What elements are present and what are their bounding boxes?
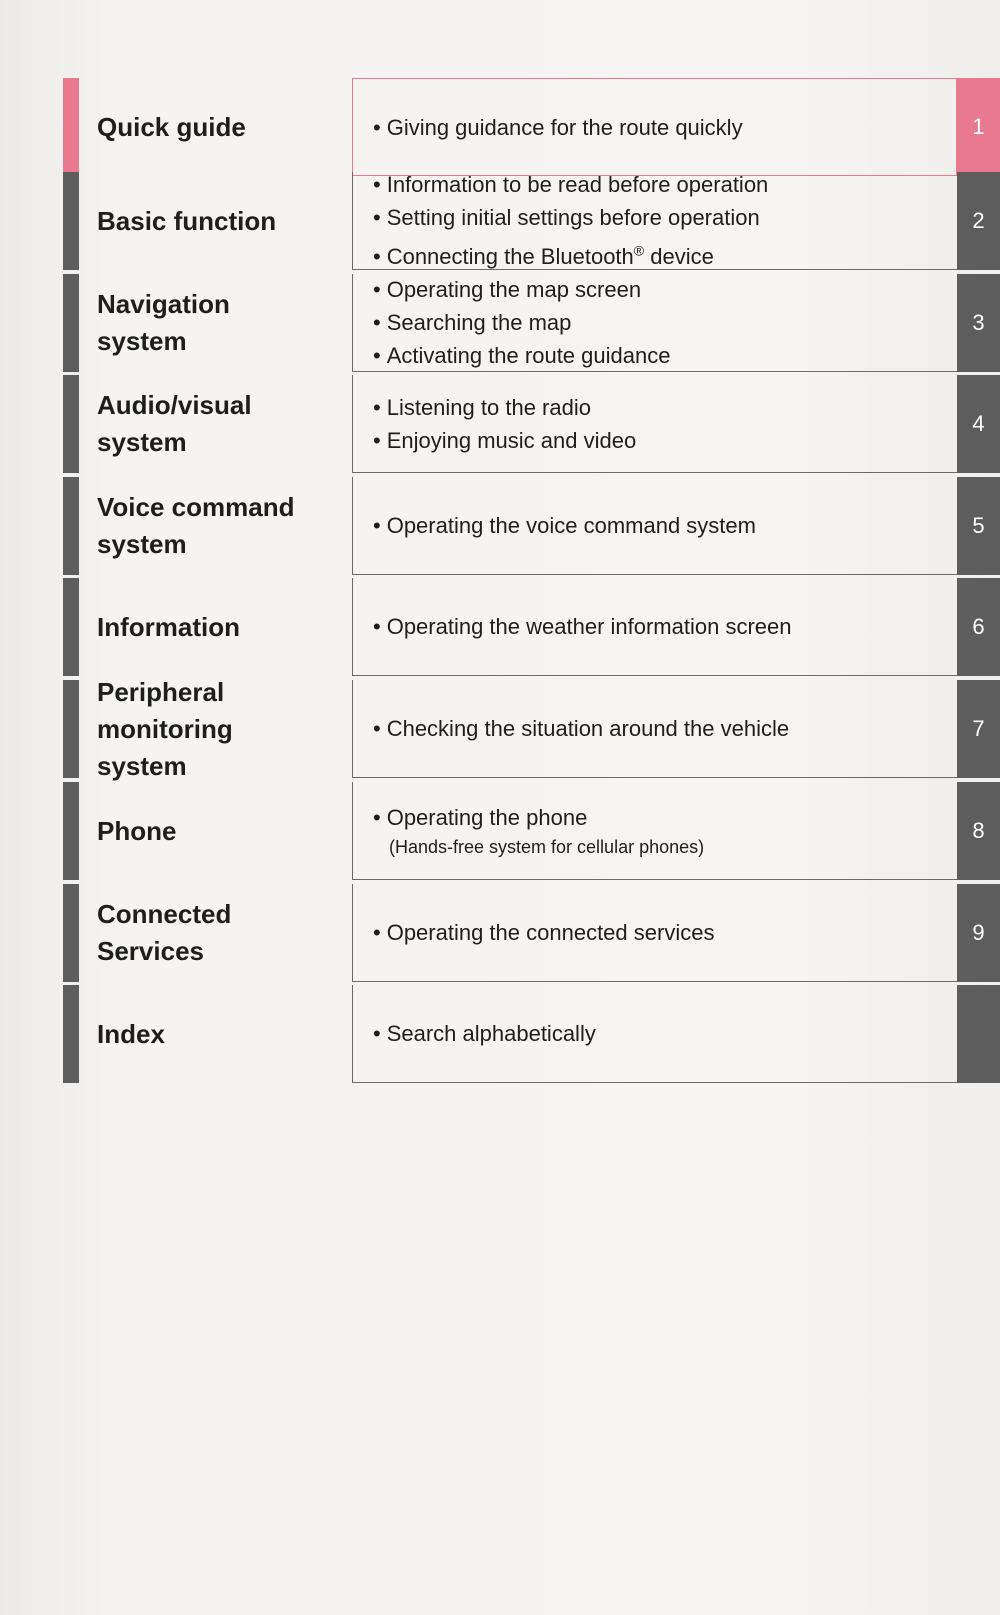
- section-item: [373, 424, 957, 457]
- section-item-text: Checking the situation around the vehicle: [386, 716, 790, 741]
- section-marker-bar: [63, 274, 79, 372]
- bullet-icon: •: [373, 920, 381, 945]
- section-item-text: Activating the route guidance: [386, 343, 671, 368]
- section-marker-bar: [63, 884, 79, 982]
- bullet-icon: •: [373, 1021, 381, 1046]
- section-row[interactable]: [0, 884, 1000, 982]
- section-marker-bar: [63, 477, 79, 575]
- section-marker-bar: [63, 78, 79, 176]
- section-title[interactable]: Basic function: [97, 205, 277, 236]
- section-contents: [352, 477, 957, 575]
- section-item-note: (Hands-free system for cellular phones): [389, 837, 705, 857]
- bullet-icon: •: [373, 310, 381, 335]
- section-number-tab[interactable]: 6: [957, 578, 1000, 676]
- section-number-tab[interactable]: 8: [957, 782, 1000, 880]
- section-item: [373, 201, 957, 234]
- section-contents: [352, 172, 957, 270]
- section-contents: [352, 274, 957, 372]
- bullet-icon: •: [373, 172, 381, 198]
- section-title[interactable]: Peripheral monitoring system: [97, 676, 233, 781]
- section-marker-bar: [63, 680, 79, 778]
- section-contents: [352, 985, 957, 1083]
- bullet-icon: •: [373, 614, 381, 639]
- section-contents: [352, 680, 957, 778]
- section-contents: [352, 782, 957, 880]
- section-title[interactable]: Connected Services: [97, 899, 232, 966]
- section-item: [373, 111, 956, 144]
- section-item-text: Operating the weather information screen: [386, 614, 792, 639]
- section-title[interactable]: Navigation system: [97, 289, 230, 356]
- section-title[interactable]: Voice command system: [97, 492, 295, 559]
- section-row[interactable]: [0, 477, 1000, 575]
- section-row[interactable]: [0, 172, 1000, 270]
- section-item-text: Operating the voice command system: [386, 513, 756, 538]
- section-item: [373, 168, 957, 201]
- section-marker-bar: [63, 782, 79, 880]
- section-item-text: Searching the map: [386, 310, 572, 335]
- section-item: [373, 1017, 957, 1050]
- section-item-text: Search alphabetically: [386, 1021, 596, 1046]
- bullet-icon: •: [373, 716, 381, 741]
- section-item: [373, 801, 957, 834]
- section-item: [373, 234, 957, 272]
- bullet-icon: •: [373, 427, 381, 453]
- section-item: [373, 339, 957, 372]
- section-item-text: Information to be read before operation: [386, 172, 769, 198]
- section-contents: [352, 884, 957, 982]
- section-contents: [352, 78, 957, 176]
- section-number-tab[interactable]: 2: [957, 172, 1000, 270]
- section-item-text: Giving guidance for the route quickly: [386, 114, 743, 140]
- section-item: [373, 509, 957, 542]
- section-item-text: Connecting the Bluetooth® device: [386, 242, 714, 269]
- section-item-text: Enjoying music and video: [386, 427, 637, 453]
- section-marker-bar: [63, 985, 79, 1083]
- bullet-icon: •: [373, 343, 381, 368]
- section-marker-bar: [63, 578, 79, 676]
- section-row[interactable]: [0, 578, 1000, 676]
- section-marker-bar: [63, 172, 79, 270]
- section-title[interactable]: Quick guide: [97, 111, 246, 142]
- section-contents: [352, 375, 957, 473]
- section-item: [373, 273, 957, 306]
- section-contents: [352, 578, 957, 676]
- section-row[interactable]: [0, 676, 1000, 781]
- section-row[interactable]: [0, 782, 1000, 880]
- bullet-icon: •: [373, 243, 381, 269]
- section-row[interactable]: [0, 78, 1000, 176]
- bullet-icon: •: [373, 277, 381, 302]
- section-title[interactable]: Audio/visual system: [97, 390, 252, 457]
- bullet-icon: •: [373, 205, 381, 231]
- section-item: [373, 916, 957, 949]
- section-item-text: Listening to the radio: [386, 394, 591, 420]
- section-number-tab[interactable]: [957, 985, 1000, 1083]
- section-item-text: Operating the map screen: [386, 277, 642, 302]
- section-number-tab[interactable]: 3: [957, 274, 1000, 372]
- section-row[interactable]: [0, 274, 1000, 372]
- section-number-tab[interactable]: 4: [957, 375, 1000, 473]
- section-title[interactable]: Information: [97, 611, 240, 642]
- section-item: [373, 306, 957, 339]
- section-number-tab[interactable]: 1: [957, 78, 1000, 176]
- section-title[interactable]: Phone: [97, 815, 177, 846]
- bullet-icon: •: [373, 394, 381, 420]
- section-number-tab[interactable]: 7: [957, 680, 1000, 778]
- section-item: [373, 712, 957, 745]
- section-item-text: Operating the connected services: [386, 920, 715, 945]
- section-marker-bar: [63, 375, 79, 473]
- section-item: [373, 391, 957, 424]
- section-title[interactable]: Index: [97, 1018, 165, 1049]
- bullet-icon: •: [373, 805, 381, 830]
- section-item-text: Operating the phone: [386, 805, 588, 830]
- section-item-text: Setting initial settings before operation: [386, 205, 760, 231]
- bullet-icon: •: [373, 114, 381, 140]
- section-number-tab[interactable]: 9: [957, 884, 1000, 982]
- bullet-icon: •: [373, 513, 381, 538]
- section-number-tab[interactable]: 5: [957, 477, 1000, 575]
- section-item: [373, 610, 957, 643]
- section-row[interactable]: [0, 375, 1000, 473]
- section-row[interactable]: [0, 985, 1000, 1083]
